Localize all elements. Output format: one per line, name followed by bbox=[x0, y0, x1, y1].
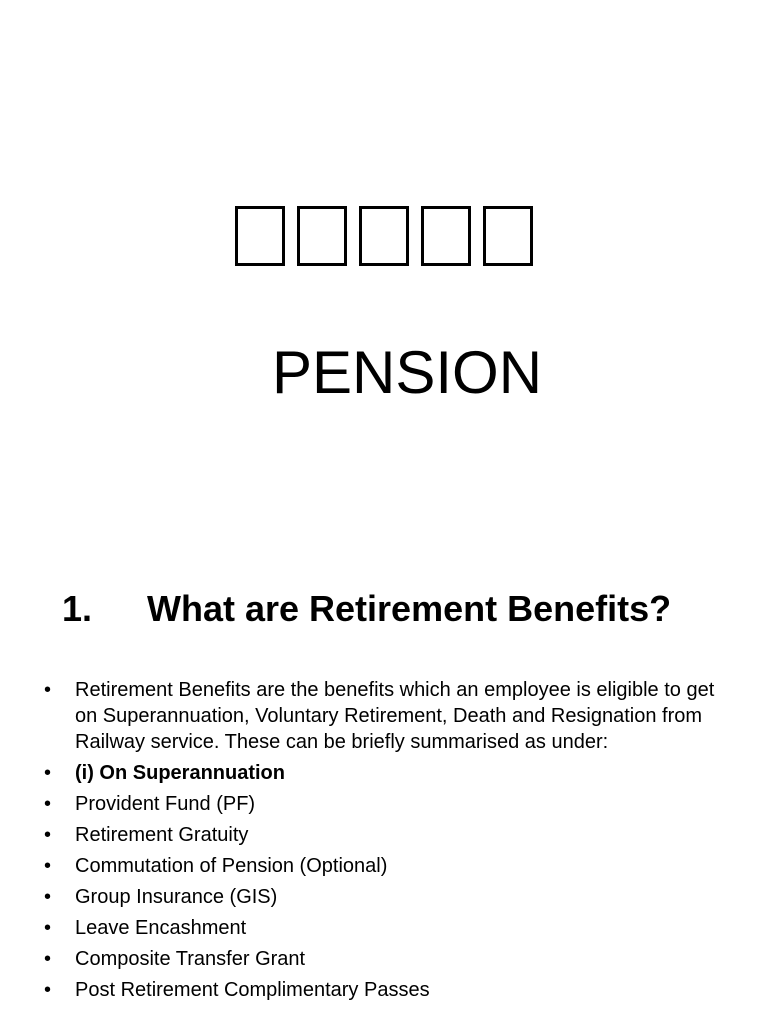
bullet-list bbox=[40, 677, 730, 1008]
bullet-dot: • bbox=[44, 917, 52, 939]
bullet-text: Commutation of Pension (Optional) bbox=[75, 855, 388, 877]
section-heading-text: What are Retirement Benefits? bbox=[147, 588, 672, 629]
slide-title: PENSION bbox=[272, 339, 543, 406]
bullet-dot: • bbox=[44, 793, 52, 815]
bullet-item bbox=[40, 822, 730, 848]
bullet-text: (i) On Superannuation bbox=[75, 762, 285, 784]
missing-glyph-box bbox=[359, 206, 409, 266]
bullet-item bbox=[40, 946, 730, 972]
bullet-item bbox=[40, 977, 730, 1003]
bullet-item bbox=[40, 884, 730, 910]
missing-glyph-box bbox=[483, 206, 533, 266]
bullet-text: Group Insurance (GIS) bbox=[75, 886, 278, 908]
bullet-text: Retirement Gratuity bbox=[75, 824, 249, 846]
section-heading bbox=[62, 587, 671, 631]
bullet-dot: • bbox=[44, 979, 52, 1001]
bullet-dot: • bbox=[44, 762, 52, 784]
bullet-dot: • bbox=[44, 886, 52, 908]
bullet-item bbox=[40, 791, 730, 817]
missing-glyph-title bbox=[0, 206, 768, 266]
bullet-text: Provident Fund (PF) bbox=[75, 793, 256, 815]
bullet-item bbox=[40, 915, 730, 941]
missing-glyph-box bbox=[297, 206, 347, 266]
bullet-dot: • bbox=[44, 855, 52, 877]
bullet-text: Retirement Benefits are the benefits which an employee is eligible to get on Superannuation, Voluntary Retirement, Death and Resignation from Railway service. These can be briefly summarised as under: bbox=[75, 679, 715, 753]
bullet-dot: • bbox=[44, 948, 52, 970]
bullet-dot: • bbox=[44, 679, 52, 701]
bullet-text: Composite Transfer Grant bbox=[75, 948, 306, 970]
bullet-item bbox=[40, 677, 730, 755]
bullet-item bbox=[40, 853, 730, 879]
bullet-text: Leave Encashment bbox=[75, 917, 247, 939]
missing-glyph-box bbox=[421, 206, 471, 266]
bullet-dot: • bbox=[44, 824, 52, 846]
missing-glyph-box bbox=[235, 206, 285, 266]
bullet-item bbox=[40, 760, 730, 786]
section-number: 1. bbox=[62, 588, 93, 629]
bullet-text: Post Retirement Complimentary Passes bbox=[75, 979, 430, 1001]
